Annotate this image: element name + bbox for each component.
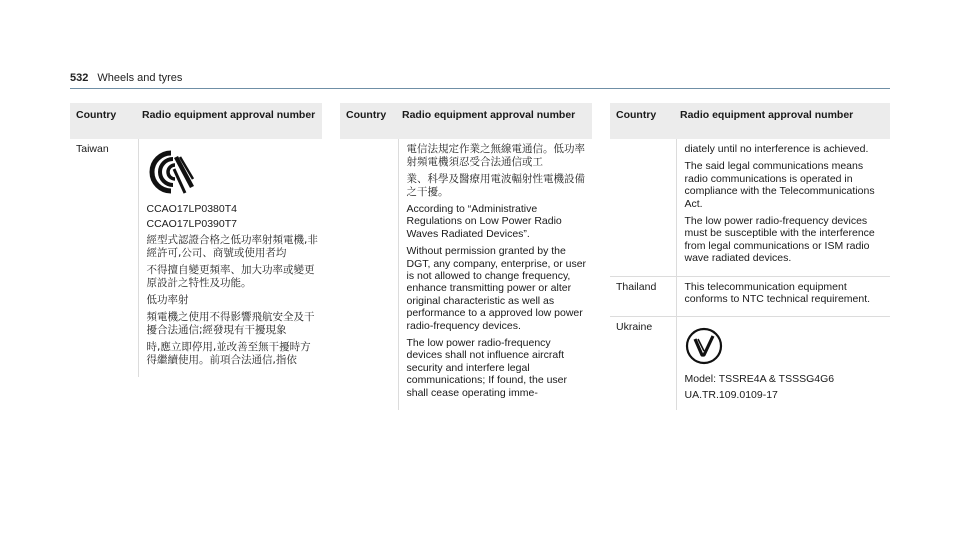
model-code: Model: TSSRE4A & TSSSG4G6 [684, 373, 835, 386]
approval-cell [398, 139, 592, 410]
approval-code: UA.TR.109.0109-17 [684, 388, 778, 401]
paragraph: The low power radio-frequency devices shall not influence aircraft security and interfere legal communications; If found, the user shall cease operating imme- [406, 337, 567, 399]
header-divider [70, 88, 890, 89]
country-header: Country [70, 103, 138, 139]
paragraph: The low power radio-frequency devices must be susceptible with the interference from legal communications or ISM radio wave radiated devices. [684, 215, 875, 265]
chinese-text: 電信法規定作業之無線電通信。低功率射頻電機須忍受合法通信或工 [406, 143, 585, 168]
approval-table [70, 103, 322, 377]
chinese-text: 低功率射 [146, 293, 189, 306]
paragraph: Without permission granted by the DGT, any company, enterprise, or user is not allowed to change frequency, enhance transmitting power or alter original characteristic as well as performance to a approved low power radio-frequency devices. [406, 245, 587, 332]
approval-table-column-1 [70, 103, 322, 377]
approval-header: Radio equipment approval number [676, 103, 890, 139]
page-header [70, 72, 182, 84]
table-row-thailand [610, 276, 890, 317]
country-cell: Taiwan [70, 139, 138, 377]
chinese-text: 不得擅自變更頻率、加大功率或變更原設計之特性及功能。 [146, 263, 315, 289]
approval-cell [138, 139, 322, 377]
approval-code: CCAO17LP0380T4 [146, 203, 237, 215]
approval-header: Radio equipment approval number [138, 103, 322, 139]
country-header: Country [340, 103, 398, 139]
approval-cell [676, 276, 890, 317]
country-cell: Ukraine [610, 317, 676, 410]
paragraph: According to “Administrative Regulations on Low Power Radio Waves Radiated Devices”. [406, 203, 562, 240]
paragraph: diately until no interference is achieved. [684, 143, 869, 155]
table-row-taiwan [70, 139, 322, 377]
approval-table [610, 103, 890, 410]
table-row-taiwan-continued [610, 139, 890, 276]
approval-table [340, 103, 592, 410]
approval-header: Radio equipment approval number [398, 103, 592, 139]
chinese-text: 業、科學及醫療用電波輻射性電機設備之干擾。 [406, 173, 585, 198]
table-header-row [70, 103, 322, 139]
paragraph: This telecommunication equipment conforms to NTC technical requirement. [684, 280, 871, 306]
country-cell [340, 139, 398, 410]
page-title: Wheels and tyres [97, 72, 183, 84]
approval-code: CCAO17LP0390T7 [146, 218, 237, 231]
table-row-ukraine [610, 317, 890, 410]
chinese-text: 頻電機之使用不得影響飛航安全及干擾合法通信;經發現有干擾現象 [146, 310, 315, 336]
table-row-taiwan-continued [340, 139, 592, 410]
approval-cell [676, 139, 890, 276]
chinese-text: 經型式認證合格之低功率射頻電機,非經許可,公司、商號或使用者均 [146, 233, 318, 259]
table-header-row [610, 103, 890, 139]
paragraph: The said legal communications means radio communications is operated in compliance with the Telecommunications Act. [684, 160, 875, 210]
ukraine-conformity-icon [685, 327, 723, 365]
country-cell: Thailand [610, 276, 676, 317]
ncc-logo-icon [147, 149, 195, 195]
approval-cell [676, 317, 890, 410]
country-cell [610, 139, 676, 276]
approval-table-column-3 [610, 103, 890, 410]
country-header: Country [610, 103, 676, 139]
table-header-row [340, 103, 592, 139]
approval-table-column-2 [340, 103, 592, 410]
chinese-text: 時,應立即停用,並改善至無干擾時方得繼續使用。前項合法通信,指依 [146, 340, 311, 366]
page-number: 532 [70, 72, 89, 84]
